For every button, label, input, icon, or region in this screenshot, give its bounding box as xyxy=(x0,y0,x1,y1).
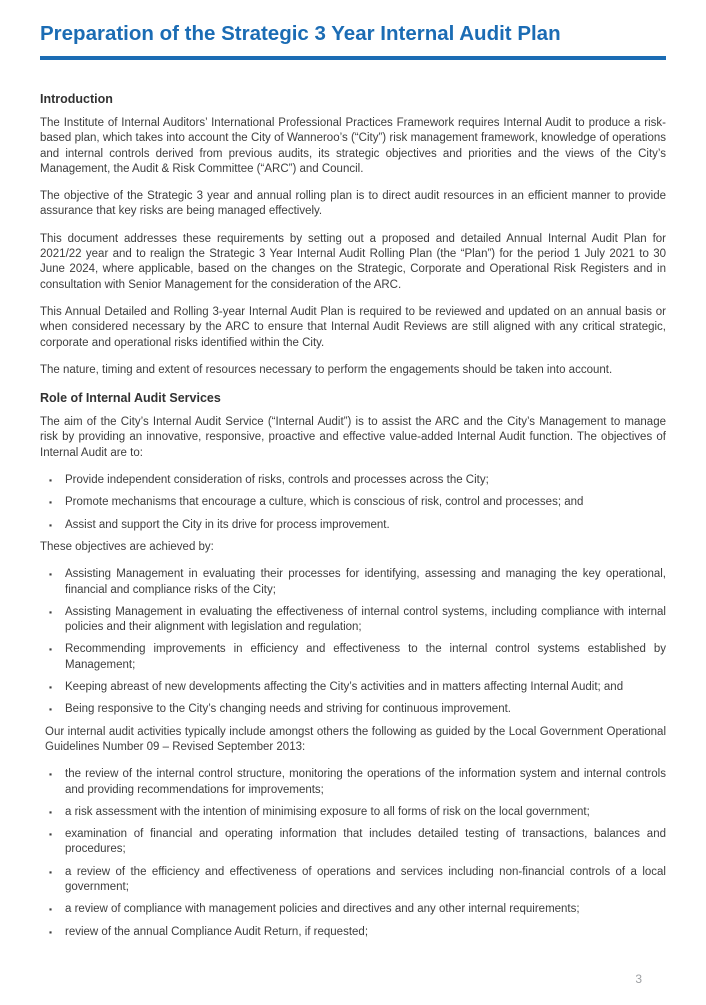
list-item xyxy=(40,473,666,488)
square-bullet-icon: ▪ xyxy=(49,644,53,655)
square-bullet-icon: ▪ xyxy=(49,475,53,486)
list-item-text: a review of compliance with management policies and directives and any other internal requirements; xyxy=(65,903,580,916)
section-heading-introduction: Introduction xyxy=(40,92,113,106)
list-item xyxy=(40,567,666,598)
square-bullet-icon: ▪ xyxy=(49,904,53,915)
section-heading-role-of-internal-audit: Role of Internal Audit Services xyxy=(40,391,221,406)
list-item-text: Assisting Management in evaluating the effectiveness of internal control systems, including compliance with internal policies and their alignment with legislation and regulation; xyxy=(65,605,666,634)
bullet-list-achieved-by xyxy=(40,567,666,717)
list-item-text: a risk assessment with the intention of minimising exposure to all forms of risk on the local government; xyxy=(65,805,590,818)
square-bullet-icon: ▪ xyxy=(49,769,53,780)
list-item xyxy=(40,495,666,510)
list-item-text: Provide independent consideration of risks, controls and processes across the City; xyxy=(65,474,489,487)
list-item-text: Assist and support the City in its drive for process improvement. xyxy=(65,518,390,531)
list-item xyxy=(40,805,666,820)
list-item-text: the review of the internal control structure, monitoring the operations of the information system and internal controls and providing recommendations for improvements; xyxy=(65,768,666,796)
list-item-text: Being responsive to the City’s changing needs and striving for continuous improvement. xyxy=(65,703,511,716)
document-title: Preparation of the Strategic 3 Year Internal Audit Plan xyxy=(40,22,561,45)
square-bullet-icon: ▪ xyxy=(49,519,53,530)
list-item-text: a review of the efficiency and effectiveness of operations and services including non-financial controls of a local government; xyxy=(65,865,666,893)
list-item xyxy=(40,702,666,717)
square-bullet-icon: ▪ xyxy=(49,926,53,937)
paragraph: These objectives are achieved by: xyxy=(40,540,214,553)
list-item xyxy=(40,925,666,940)
list-item-text: Promote mechanisms that encourage a culture, which is conscious of risk, control and processes; and xyxy=(65,496,584,509)
list-item-text: review of the annual Compliance Audit Return, if requested; xyxy=(65,925,369,938)
paragraph: This Annual Detailed and Rolling 3-year Internal Audit Plan is required to be reviewed and updated on an annual basis or when considered necessary by the ARC to ensure that Internal Audit Reviews are still aligned with any critical strategic, corporate and operational risks identified within the City. xyxy=(40,305,666,349)
list-item-text: Recommending improvements in efficiency and effectiveness to the internal control systems established by Management; xyxy=(65,643,666,671)
paragraph: The Institute of Internal Auditors’ International Professional Practices Framework requires Internal Audit to produce a risk-based plan, which takes into account the City of Wanneroo’s (“City”) risk management framework, knowledge of operations and internal controls derived from previous audits, its strategic objectives and priorities and the views of the City’s Management, the Audit & Risk Committee (“ARC”) and Council. xyxy=(40,117,666,175)
paragraph: The nature, timing and extent of resources necessary to perform the engagements should be taken into account. xyxy=(40,363,613,376)
bullet-list-objectives xyxy=(40,473,666,533)
list-item xyxy=(40,827,666,858)
square-bullet-icon: ▪ xyxy=(49,497,53,508)
list-item xyxy=(40,865,666,896)
bullet-list-audit-activities xyxy=(40,767,666,940)
square-bullet-icon: ▪ xyxy=(49,606,53,617)
paragraph: The aim of the City’s Internal Audit Service (“Internal Audit”) is to assist the ARC and the City’s Management to manage risk by providing an innovative, responsive, proactive and effective value-added Internal Audit function. The objectives of Internal Audit are to: xyxy=(40,416,666,459)
paragraph: Our internal audit activities typically include amongst others the following as guided by the Local Government Operational Guidelines Number 09 – Revised September 2013: xyxy=(45,725,666,753)
list-item-text: Keeping abreast of new developments affecting the City’s activities and in matters affecting Internal Audit; and xyxy=(65,681,624,694)
list-item-text: Assisting Management in evaluating their processes for identifying, assessing and managing the key operational, financial and compliance risks of the City; xyxy=(65,568,666,596)
square-bullet-icon: ▪ xyxy=(49,829,53,840)
list-item xyxy=(40,605,666,636)
square-bullet-icon: ▪ xyxy=(49,704,53,715)
list-item xyxy=(40,767,666,798)
square-bullet-icon: ▪ xyxy=(49,682,53,693)
list-item xyxy=(40,680,666,695)
list-item xyxy=(40,642,666,673)
square-bullet-icon: ▪ xyxy=(49,866,53,877)
list-item xyxy=(40,518,666,533)
list-item-text: examination of financial and operating information that includes detailed testing of transactions, balances and procedures; xyxy=(65,828,666,856)
square-bullet-icon: ▪ xyxy=(49,806,53,817)
list-item xyxy=(40,902,666,917)
title-divider-rule xyxy=(40,56,666,60)
paragraph: The objective of the Strategic 3 year and annual rolling plan is to direct audit resources in an efficient manner to provide assurance that key risks are being managed effectively. xyxy=(40,190,666,218)
square-bullet-icon: ▪ xyxy=(49,569,53,580)
page-number: 3 xyxy=(635,972,642,986)
paragraph: This document addresses these requirements by setting out a proposed and detailed Annual Internal Audit Plan for 2021/22 year and to realign the Strategic 3 Year Internal Audit Rolling Plan (the “Plan”) for the period 1 July 2021 to 30 June 2024, where applicable, based on the changes on the Strategic, Corporate and Operational Risk Registers and in consultation with Senior Management for the consideration of the ARC. xyxy=(40,232,666,291)
